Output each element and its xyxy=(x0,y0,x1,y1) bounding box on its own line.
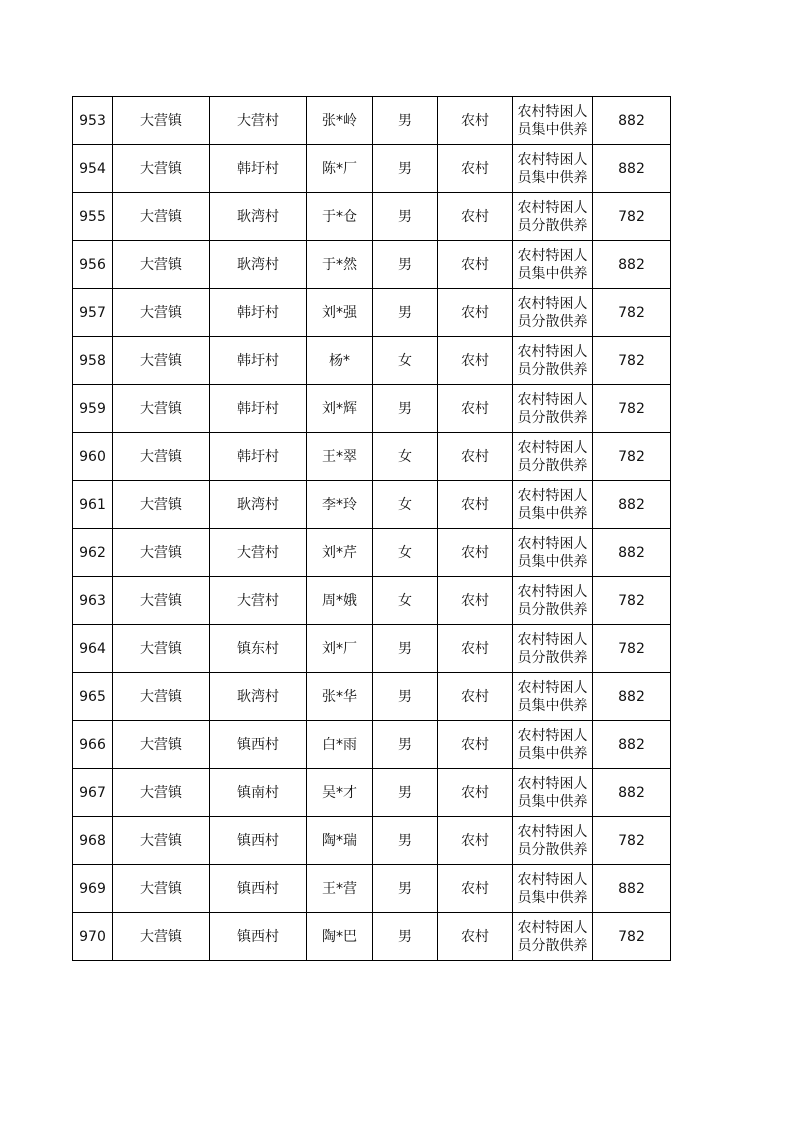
amount-cell: 782 xyxy=(593,913,671,961)
town-cell: 大营镇 xyxy=(113,193,210,241)
gender-cell: 男 xyxy=(373,145,438,193)
gender-cell: 女 xyxy=(373,337,438,385)
table-row xyxy=(73,673,671,721)
village-cell: 韩圩村 xyxy=(210,433,307,481)
row-number-cell: 961 xyxy=(73,481,113,529)
residence-cell: 农村 xyxy=(438,577,513,625)
support-type-cell xyxy=(513,721,593,769)
support-type-cell xyxy=(513,913,593,961)
village-cell: 韩圩村 xyxy=(210,145,307,193)
town-cell: 大营镇 xyxy=(113,433,210,481)
support-type-cell xyxy=(513,385,593,433)
residence-cell: 农村 xyxy=(438,241,513,289)
amount-cell: 882 xyxy=(593,481,671,529)
table-row xyxy=(73,913,671,961)
support-type-text: 农村特困人员分散供养 xyxy=(517,583,588,618)
residence-cell: 农村 xyxy=(438,721,513,769)
amount-cell: 882 xyxy=(593,769,671,817)
table-row xyxy=(73,241,671,289)
name-cell: 王*营 xyxy=(307,865,373,913)
town-cell: 大营镇 xyxy=(113,337,210,385)
name-cell: 刘*芹 xyxy=(307,529,373,577)
support-type-cell xyxy=(513,145,593,193)
support-type-cell xyxy=(513,673,593,721)
gender-cell: 男 xyxy=(373,817,438,865)
support-type-cell xyxy=(513,97,593,145)
gender-cell: 女 xyxy=(373,577,438,625)
support-type-text: 农村特困人员集中供养 xyxy=(517,727,588,762)
row-number-cell: 957 xyxy=(73,289,113,337)
gender-cell: 男 xyxy=(373,241,438,289)
support-type-text: 农村特困人员集中供养 xyxy=(517,487,588,522)
residence-cell: 农村 xyxy=(438,289,513,337)
gender-cell: 男 xyxy=(373,385,438,433)
row-number-cell: 968 xyxy=(73,817,113,865)
row-number-cell: 954 xyxy=(73,145,113,193)
table-row xyxy=(73,721,671,769)
row-number-cell: 965 xyxy=(73,673,113,721)
row-number-cell: 959 xyxy=(73,385,113,433)
gender-cell: 男 xyxy=(373,769,438,817)
village-cell: 耿湾村 xyxy=(210,193,307,241)
gender-cell: 男 xyxy=(373,193,438,241)
table-row xyxy=(73,145,671,193)
support-type-text: 农村特困人员分散供养 xyxy=(517,919,588,954)
row-number-cell: 960 xyxy=(73,433,113,481)
name-cell: 杨* xyxy=(307,337,373,385)
support-type-cell xyxy=(513,577,593,625)
row-number-cell: 963 xyxy=(73,577,113,625)
table-row xyxy=(73,385,671,433)
support-type-text: 农村特困人员集中供养 xyxy=(517,535,588,570)
village-cell: 大营村 xyxy=(210,577,307,625)
name-cell: 刘*辉 xyxy=(307,385,373,433)
gender-cell: 女 xyxy=(373,481,438,529)
town-cell: 大营镇 xyxy=(113,577,210,625)
town-cell: 大营镇 xyxy=(113,769,210,817)
town-cell: 大营镇 xyxy=(113,673,210,721)
support-type-cell xyxy=(513,769,593,817)
residence-cell: 农村 xyxy=(438,865,513,913)
support-type-text: 农村特困人员集中供养 xyxy=(517,871,588,906)
support-type-cell xyxy=(513,865,593,913)
table-row xyxy=(73,529,671,577)
amount-cell: 782 xyxy=(593,625,671,673)
amount-cell: 882 xyxy=(593,145,671,193)
gender-cell: 男 xyxy=(373,97,438,145)
residence-cell: 农村 xyxy=(438,673,513,721)
name-cell: 刘*强 xyxy=(307,289,373,337)
row-number-cell: 967 xyxy=(73,769,113,817)
row-number-cell: 969 xyxy=(73,865,113,913)
town-cell: 大营镇 xyxy=(113,817,210,865)
support-type-cell xyxy=(513,193,593,241)
gender-cell: 女 xyxy=(373,529,438,577)
village-cell: 韩圩村 xyxy=(210,337,307,385)
amount-cell: 782 xyxy=(593,337,671,385)
gender-cell: 女 xyxy=(373,433,438,481)
support-type-cell xyxy=(513,529,593,577)
support-type-cell xyxy=(513,625,593,673)
amount-cell: 782 xyxy=(593,817,671,865)
support-type-text: 农村特困人员分散供养 xyxy=(517,631,588,666)
name-cell: 陶*巴 xyxy=(307,913,373,961)
town-cell: 大营镇 xyxy=(113,721,210,769)
table-row xyxy=(73,769,671,817)
residence-cell: 农村 xyxy=(438,193,513,241)
support-type-cell xyxy=(513,481,593,529)
name-cell: 周*娥 xyxy=(307,577,373,625)
amount-cell: 782 xyxy=(593,289,671,337)
support-type-cell xyxy=(513,337,593,385)
name-cell: 于*然 xyxy=(307,241,373,289)
name-cell: 王*翠 xyxy=(307,433,373,481)
support-type-text: 农村特困人员分散供养 xyxy=(517,439,588,474)
table-row xyxy=(73,97,671,145)
support-type-text: 农村特困人员分散供养 xyxy=(517,295,588,330)
amount-cell: 782 xyxy=(593,193,671,241)
row-number-cell: 962 xyxy=(73,529,113,577)
support-type-text: 农村特困人员集中供养 xyxy=(517,103,588,138)
gender-cell: 男 xyxy=(373,721,438,769)
table-row xyxy=(73,865,671,913)
support-type-text: 农村特困人员集中供养 xyxy=(517,151,588,186)
village-cell: 韩圩村 xyxy=(210,289,307,337)
support-type-text: 农村特困人员分散供养 xyxy=(517,391,588,426)
table-row xyxy=(73,289,671,337)
town-cell: 大营镇 xyxy=(113,385,210,433)
amount-cell: 782 xyxy=(593,385,671,433)
residence-cell: 农村 xyxy=(438,769,513,817)
residence-cell: 农村 xyxy=(438,529,513,577)
row-number-cell: 970 xyxy=(73,913,113,961)
row-number-cell: 964 xyxy=(73,625,113,673)
table-row xyxy=(73,817,671,865)
support-type-cell xyxy=(513,433,593,481)
support-type-text: 农村特困人员分散供养 xyxy=(517,823,588,858)
town-cell: 大营镇 xyxy=(113,145,210,193)
residence-cell: 农村 xyxy=(438,145,513,193)
name-cell: 张*华 xyxy=(307,673,373,721)
support-type-cell xyxy=(513,241,593,289)
town-cell: 大营镇 xyxy=(113,625,210,673)
table-row xyxy=(73,625,671,673)
village-cell: 耿湾村 xyxy=(210,481,307,529)
row-number-cell: 955 xyxy=(73,193,113,241)
name-cell: 白*雨 xyxy=(307,721,373,769)
village-cell: 镇西村 xyxy=(210,913,307,961)
support-type-text: 农村特困人员分散供养 xyxy=(517,199,588,234)
amount-cell: 882 xyxy=(593,97,671,145)
table-row xyxy=(73,577,671,625)
town-cell: 大营镇 xyxy=(113,97,210,145)
amount-cell: 882 xyxy=(593,673,671,721)
village-cell: 耿湾村 xyxy=(210,241,307,289)
town-cell: 大营镇 xyxy=(113,529,210,577)
village-cell: 镇南村 xyxy=(210,769,307,817)
row-number-cell: 953 xyxy=(73,97,113,145)
amount-cell: 882 xyxy=(593,529,671,577)
gender-cell: 男 xyxy=(373,865,438,913)
town-cell: 大营镇 xyxy=(113,481,210,529)
support-type-cell xyxy=(513,817,593,865)
name-cell: 陈*厂 xyxy=(307,145,373,193)
name-cell: 于*仓 xyxy=(307,193,373,241)
support-type-text: 农村特困人员分散供养 xyxy=(517,343,588,378)
gender-cell: 男 xyxy=(373,913,438,961)
residence-cell: 农村 xyxy=(438,337,513,385)
table-row xyxy=(73,337,671,385)
town-cell: 大营镇 xyxy=(113,913,210,961)
gender-cell: 男 xyxy=(373,289,438,337)
table-body xyxy=(73,97,671,961)
residence-cell: 农村 xyxy=(438,817,513,865)
town-cell: 大营镇 xyxy=(113,241,210,289)
amount-cell: 782 xyxy=(593,577,671,625)
village-cell: 镇西村 xyxy=(210,865,307,913)
village-cell: 镇东村 xyxy=(210,625,307,673)
name-cell: 刘*厂 xyxy=(307,625,373,673)
table-row xyxy=(73,193,671,241)
village-cell: 韩圩村 xyxy=(210,385,307,433)
row-number-cell: 966 xyxy=(73,721,113,769)
amount-cell: 882 xyxy=(593,241,671,289)
gender-cell: 男 xyxy=(373,625,438,673)
village-cell: 大营村 xyxy=(210,97,307,145)
residence-cell: 农村 xyxy=(438,481,513,529)
support-type-cell xyxy=(513,289,593,337)
residence-cell: 农村 xyxy=(438,385,513,433)
name-cell: 李*玲 xyxy=(307,481,373,529)
gender-cell: 男 xyxy=(373,673,438,721)
village-cell: 耿湾村 xyxy=(210,673,307,721)
table-row xyxy=(73,433,671,481)
village-cell: 镇西村 xyxy=(210,721,307,769)
residence-cell: 农村 xyxy=(438,625,513,673)
village-cell: 大营村 xyxy=(210,529,307,577)
row-number-cell: 958 xyxy=(73,337,113,385)
name-cell: 吴*才 xyxy=(307,769,373,817)
village-cell: 镇西村 xyxy=(210,817,307,865)
town-cell: 大营镇 xyxy=(113,289,210,337)
residence-cell: 农村 xyxy=(438,97,513,145)
name-cell: 张*岭 xyxy=(307,97,373,145)
residence-cell: 农村 xyxy=(438,433,513,481)
support-type-text: 农村特困人员集中供养 xyxy=(517,247,588,282)
row-number-cell: 956 xyxy=(73,241,113,289)
support-type-text: 农村特困人员集中供养 xyxy=(517,775,588,810)
amount-cell: 882 xyxy=(593,721,671,769)
name-cell: 陶*瑞 xyxy=(307,817,373,865)
beneficiary-table xyxy=(72,96,671,961)
residence-cell: 农村 xyxy=(438,913,513,961)
table-row xyxy=(73,481,671,529)
amount-cell: 782 xyxy=(593,433,671,481)
amount-cell: 882 xyxy=(593,865,671,913)
support-type-text: 农村特困人员集中供养 xyxy=(517,679,588,714)
town-cell: 大营镇 xyxy=(113,865,210,913)
